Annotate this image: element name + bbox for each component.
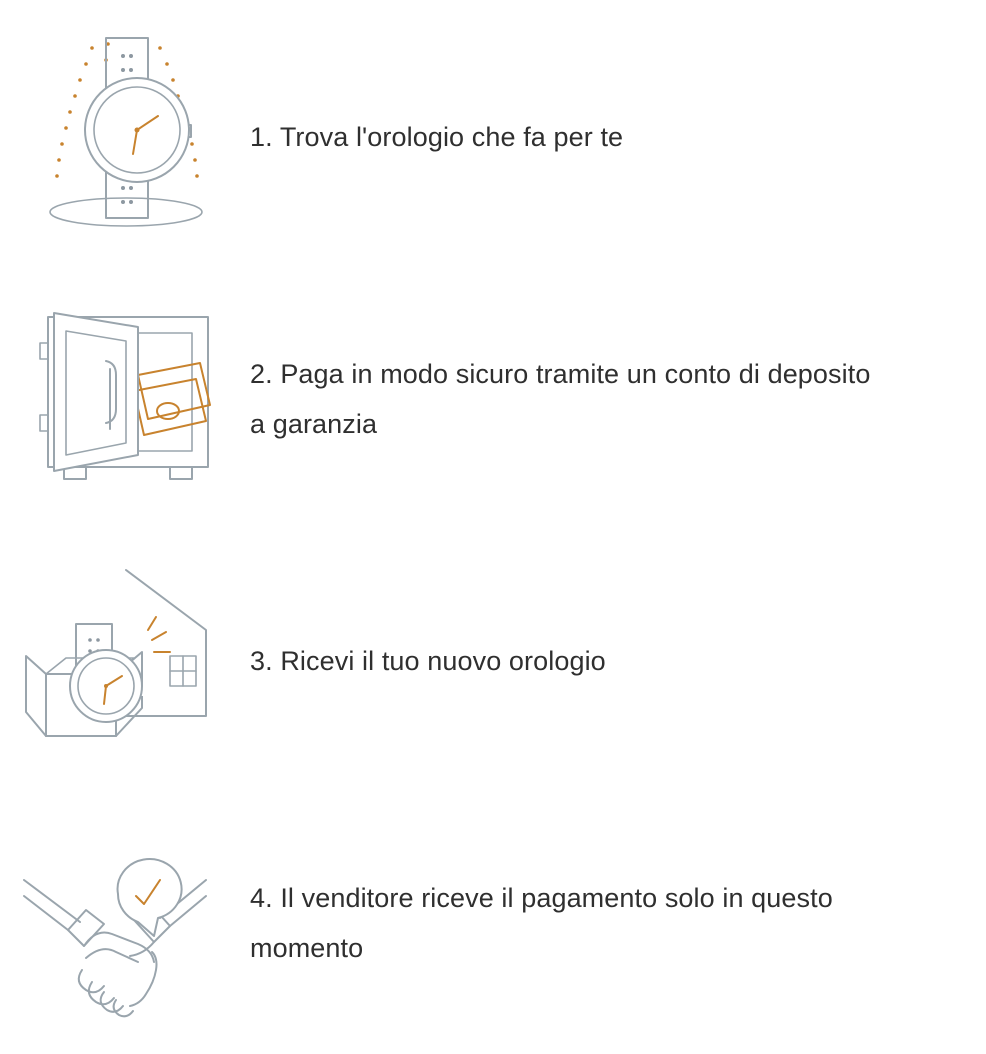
step-item [0, 6, 986, 268]
step-item [0, 268, 986, 530]
handshake-check-icon [0, 808, 250, 1038]
safe-with-money-icon [0, 284, 250, 514]
step-text: 4. Il venditore riceve il pagamento solo in questo momento [250, 883, 833, 963]
step-text: 1. Trova l'orologio che fa per te [250, 122, 624, 152]
wristwatch-icon [0, 22, 250, 252]
step-item [0, 792, 986, 1054]
step-text: 3. Ricevi il tuo nuovo orologio [250, 646, 606, 676]
delivery-box-watch-icon [0, 546, 250, 776]
step-text: 2. Paga in modo sicuro tramite un conto di deposito a garanzia [250, 359, 871, 439]
step-item [0, 530, 986, 792]
